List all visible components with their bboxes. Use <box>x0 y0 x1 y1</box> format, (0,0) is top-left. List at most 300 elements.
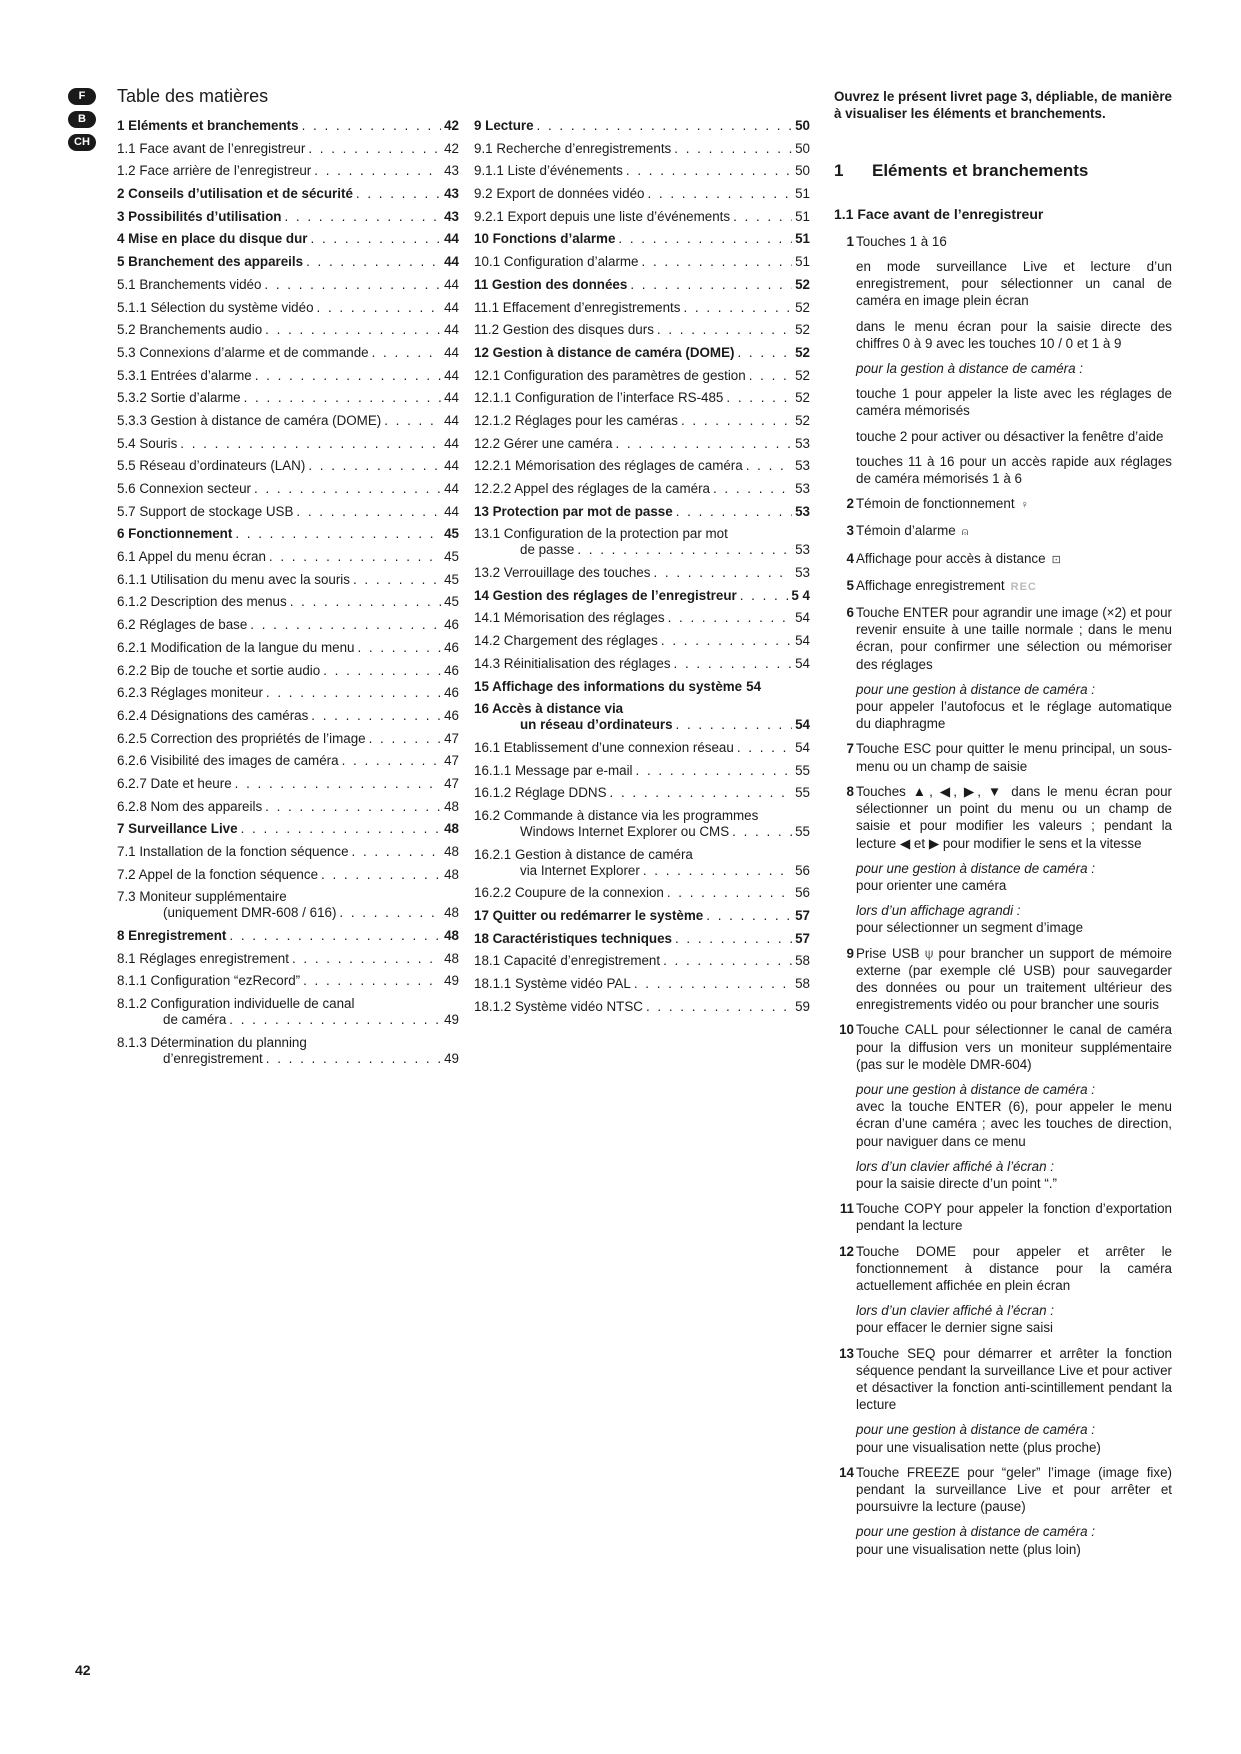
toc-page-number: 44 <box>444 254 459 270</box>
toc-entry <box>474 808 810 840</box>
numbered-item <box>834 604 1172 673</box>
numbered-item <box>834 783 1172 852</box>
toc-leader-dots <box>647 186 792 202</box>
toc-entry-text: 6.2 Réglages de base <box>117 617 248 633</box>
toc-leader-dots <box>683 300 792 316</box>
item-text: Touche ESC pour quitter le menu principal, un sous-menu ou un champ de saisie <box>856 741 1172 774</box>
toc-page-number: 56 <box>795 862 810 878</box>
toc-leader-dots <box>657 322 792 338</box>
toc-entry <box>474 701 810 733</box>
toc-entry-text: 12.2 Gérer une caméra <box>474 435 613 451</box>
item-paragraph: en mode surveillance Live et lecture d’un enregistrement, pour sélectionner un canal de caméra en image plein écran <box>856 259 1172 309</box>
section-title: Eléments et branchements <box>872 161 1089 181</box>
numbered-item <box>834 1021 1172 1073</box>
toc-entry <box>474 390 810 406</box>
toc-entry-text: 5.5 Réseau d’ordinateurs (LAN) <box>117 458 306 474</box>
toc-page-number: 54 <box>795 633 810 649</box>
toc-entry <box>474 953 810 969</box>
toc-leader-dots <box>321 867 441 883</box>
numbered-item <box>834 945 1172 1014</box>
toc-page-number: 52 <box>795 344 810 360</box>
toc-leader-dots <box>663 953 792 969</box>
toc-entry-text: 10 Fonctions d’alarme <box>474 231 616 247</box>
toc-entry <box>474 345 810 361</box>
toc-leader-dots <box>306 254 441 270</box>
toc-page-number: 44 <box>444 412 459 428</box>
toc-page-number: 44 <box>444 367 459 383</box>
toc-entry <box>474 504 810 520</box>
toc-entry-text: 10.1 Configuration d’alarme <box>474 254 639 270</box>
item-text: Touche DOME pour appeler et arrêter le fonctionnement à distance pour la caméra actuellement affichée en plein écran <box>856 1243 1172 1293</box>
toc-entry-text: 8.1.1 Configuration “ezRecord” <box>117 973 301 989</box>
toc-entry-text: 12.2.2 Appel des réglages de la caméra <box>474 481 710 496</box>
toc-entry <box>474 847 810 879</box>
language-badge: CH <box>68 134 96 151</box>
toc-page-number: 44 <box>444 231 459 247</box>
toc-page-number: 46 <box>444 685 459 701</box>
toc-leader-dots <box>681 413 792 429</box>
toc-entry-text: 9.2.1 Export depuis une liste d’événements <box>474 208 731 224</box>
toc-entry <box>117 889 459 921</box>
toc-entry <box>474 163 810 179</box>
toc-page-number: 44 <box>444 458 459 474</box>
toc-entry <box>117 549 459 565</box>
toc-entry <box>474 322 810 338</box>
toc-leader-dots <box>308 141 441 157</box>
toc-page-number: 44 <box>444 481 459 496</box>
numbered-item <box>834 1243 1172 1295</box>
power-led-icon: ♀ <box>1020 499 1029 512</box>
toc-entry-text: 5.3 Connexions d’alarme et de commande <box>117 344 369 360</box>
toc-entry-text: 17 Quitter ou redémarrer le système <box>474 908 704 923</box>
toc-leader-dots <box>229 928 441 944</box>
toc-entry <box>117 322 459 338</box>
toc-entry <box>117 436 459 452</box>
toc-leader-dots <box>577 542 792 558</box>
toc-leader-dots <box>643 863 792 879</box>
toc-entry <box>474 679 810 695</box>
toc-entry <box>474 610 810 626</box>
toc-leader-dots <box>323 663 441 679</box>
item-text: Témoin d’alarme <box>856 523 956 539</box>
toc-entry <box>117 685 459 701</box>
toc-entry <box>117 1035 459 1067</box>
toc-entry-text: 9 Lecture <box>474 118 534 133</box>
toc-page-number: 45 <box>444 526 459 542</box>
toc-page-number: 49 <box>444 1050 459 1066</box>
toc-entry-text: 5 Branchement des appareils <box>117 254 304 270</box>
toc-leader-dots <box>229 1012 441 1028</box>
toc-leader-dots <box>737 740 792 756</box>
toc-page-number: 57 <box>795 908 810 923</box>
toc-entry-text: 12.1.1 Configuration de l’interface RS-485 <box>474 390 724 406</box>
toc-page-number: 48 <box>444 905 459 921</box>
toc-entry <box>474 763 810 779</box>
toc-page-number: 55 <box>795 785 810 801</box>
toc-page-number: 43 <box>444 208 459 224</box>
toc-entry-text: 5.2 Branchements audio <box>117 322 263 338</box>
toc-page-number: 44 <box>444 503 459 519</box>
toc-entry <box>117 753 459 769</box>
toc-page-number: 58 <box>795 953 810 969</box>
item-number: 11 <box>839 1201 854 1217</box>
toc-entry-text: 6.2.5 Correction des propriétés de l’image <box>117 730 366 746</box>
note-text: pour une visualisation nette (plus proche) <box>856 1439 1101 1455</box>
remote-note <box>834 902 1172 936</box>
toc-entry-text: de passe <box>520 542 575 558</box>
toc-entry-text: 2 Conseils d’utilisation et de sécurité <box>117 186 353 202</box>
toc-entry-text: 18.1.2 Système vidéo NTSC <box>474 998 643 1014</box>
toc-leader-dots <box>296 504 441 520</box>
toc-leader-dots <box>674 656 793 672</box>
numbered-item <box>834 1345 1172 1414</box>
toc-leader-dots <box>675 931 792 947</box>
toc-page-number: 52 <box>795 322 810 338</box>
toc-leader-dots <box>264 277 441 293</box>
toc-entry <box>117 504 459 520</box>
toc-entry-text: 16 Accès à distance via <box>474 701 624 717</box>
toc-entry <box>117 663 459 679</box>
toc-page-number: 56 <box>795 885 810 901</box>
toc-entry-text: 18.1 Capacité d’enregistrement <box>474 953 661 969</box>
remote-note <box>834 360 1172 377</box>
toc-leader-dots <box>706 908 792 924</box>
toc-page-number: 44 <box>444 390 459 406</box>
toc-entry <box>474 481 810 497</box>
remote-note <box>834 681 1172 733</box>
note-text: avec la touche ENTER (6), pour appeler le menu écran d’une caméra ; avec les touches de direction, pour naviguer dans ce menu <box>856 1099 1172 1149</box>
toc-entry <box>474 565 810 581</box>
item-text: Touche ENTER pour agrandir une image (×2) et pour revenir ensuite à une taille normale ; dans le menu écran, pour confirmer une sélection ou mémoriser des réglages <box>856 605 1172 672</box>
item-number: 4 <box>846 550 854 566</box>
toc-page-number: 52 <box>795 390 810 406</box>
toc-entry <box>474 141 810 157</box>
toc-page-number: 59 <box>795 998 810 1014</box>
toc-page-number: 46 <box>444 707 459 723</box>
toc-leader-dots <box>630 277 792 293</box>
section-number: 1 <box>834 161 844 181</box>
toc-entry <box>117 708 459 724</box>
toc-entry <box>474 588 810 604</box>
numbered-item <box>834 1464 1172 1516</box>
toc-entry-text: 7.3 Moniteur supplémentaire <box>117 889 287 905</box>
toc-entry <box>474 633 810 649</box>
item-number: 6 <box>846 605 854 621</box>
toc-leader-dots <box>235 776 441 792</box>
item-text: Affichage pour accès à distance <box>856 550 1046 566</box>
toc-entry-text: via Internet Explorer <box>520 862 640 878</box>
toc-page-number: 51 <box>795 231 810 247</box>
toc-entry-text: un réseau d’ordinateurs <box>520 717 673 733</box>
numbered-item <box>834 550 1172 569</box>
item-number: 13 <box>839 1345 854 1361</box>
toc-entry <box>117 867 459 883</box>
toc-leader-dots <box>676 504 792 520</box>
toc-leader-dots <box>713 481 792 497</box>
toc-leader-dots <box>308 458 441 474</box>
toc-leader-dots <box>610 785 793 801</box>
item-paragraph: touche 1 pour appeler la liste avec les réglages de caméra mémorisés <box>856 386 1172 419</box>
toc-page-number: 52 <box>795 276 810 292</box>
toc-entry-text: 1.1 Face avant de l’enregistreur <box>117 140 306 156</box>
toc-leader-dots <box>180 436 441 452</box>
toc-entry-text: 7.2 Appel de la fonction séquence <box>117 866 319 882</box>
toc-page-number: 51 <box>795 254 810 270</box>
toc-entry <box>117 368 459 384</box>
numbered-item <box>834 233 1172 250</box>
toc-entry <box>117 163 459 179</box>
toc-leader-dots <box>317 300 442 316</box>
toc-entry-text: 5.4 Souris <box>117 435 178 451</box>
numbered-item <box>834 495 1172 514</box>
toc-entry-text: 11.1 Effacement d’enregistrements <box>474 299 681 315</box>
toc-entry-text: 6.2.6 Visibilité des images de caméra <box>117 753 339 769</box>
toc-leader-dots <box>353 572 441 588</box>
toc-entry <box>474 908 810 924</box>
remote-access-icon: ⊡ <box>1051 553 1061 566</box>
item-number: 10 <box>839 1022 854 1038</box>
toc-page-number: 53 <box>795 503 810 519</box>
toc-page-number: 48 <box>444 844 459 859</box>
toc-page-number: 48 <box>444 950 459 966</box>
toc-entry <box>474 436 810 452</box>
toc-entry-text: 3 Possibilités d’utilisation <box>117 208 282 224</box>
toc-entry <box>117 572 459 588</box>
toc-leader-dots <box>384 413 441 429</box>
toc-entry <box>117 209 459 225</box>
toc-leader-dots <box>636 763 793 779</box>
toc-column-1 <box>117 118 459 1074</box>
toc-entry-text: 6.2.7 Date et heure <box>117 775 232 791</box>
toc-leader-dots <box>244 390 442 406</box>
numbered-item <box>834 1200 1172 1234</box>
item-number: 14 <box>839 1464 854 1480</box>
toc-entry <box>117 345 459 361</box>
toc-entry-text: 14.1 Mémorisation des réglages <box>474 610 665 626</box>
toc-page-number: 54 <box>795 655 810 671</box>
toc-page-number: 53 <box>795 458 810 474</box>
toc-leader-dots <box>311 231 442 247</box>
toc-leader-dots <box>740 588 789 604</box>
toc-entry <box>474 785 810 801</box>
toc-page-number: 43 <box>444 163 459 179</box>
toc-entry-text: d’enregistrement <box>163 1050 263 1066</box>
toc-entry-text: 5.1 Branchements vidéo <box>117 276 262 292</box>
toc-page-number: 51 <box>795 208 810 224</box>
toc-leader-dots <box>235 526 441 542</box>
item-number: 3 <box>846 523 854 539</box>
toc-entry-text: 14.2 Chargement des réglages <box>474 633 658 649</box>
toc-page-number: 48 <box>444 928 459 944</box>
toc-page-number: 52 <box>795 367 810 383</box>
toc-entry-text: 9.1 Recherche d’enregistrements <box>474 140 672 156</box>
item-text: Touche FREEZE pour “geler” l’image (image fixe) pendant la surveillance Live et pour arrêter et poursuivre la lecture (pause) <box>856 1464 1172 1515</box>
toc-page-number: 53 <box>795 542 810 558</box>
toc-entry <box>117 799 459 815</box>
toc-page-number: 52 <box>795 299 810 315</box>
toc-leader-dots <box>266 685 441 701</box>
toc-leader-dots <box>749 368 792 384</box>
numbered-item <box>834 577 1172 596</box>
note-heading: pour une gestion à distance de caméra : <box>856 681 1095 697</box>
toc-page-number: 53 <box>795 565 810 581</box>
toc-entry <box>474 186 810 202</box>
remote-note <box>834 1081 1172 1150</box>
page-number: 42 <box>75 1662 91 1678</box>
note-text: pour orienter une caméra <box>856 877 1007 893</box>
toc-page-number: 48 <box>444 866 459 882</box>
toc-entry <box>474 118 810 134</box>
toc-leader-dots <box>618 231 792 247</box>
toc-entry-text: 1 Eléments et branchements <box>117 118 299 133</box>
toc-entry <box>117 186 459 202</box>
language-badges <box>68 88 98 157</box>
alarm-bell-icon: ⍝ <box>961 526 969 539</box>
toc-leader-dots <box>634 976 792 992</box>
item-number: 12 <box>839 1243 854 1259</box>
toc-page-number: 54 <box>795 739 810 755</box>
toc-entry-text: 7.1 Installation de la fonction séquence <box>117 844 349 859</box>
note-heading: pour la gestion à distance de caméra : <box>856 361 1084 377</box>
toc-leader-dots <box>615 436 792 452</box>
toc-page-number: 54 <box>795 717 810 733</box>
toc-entry <box>474 277 810 293</box>
toc-page-number: 55 <box>795 762 810 778</box>
toc-entry-text: 12.1.2 Réglages pour les caméras <box>474 412 678 428</box>
toc-page-number: 5 4 <box>791 587 810 603</box>
toc-entry <box>474 209 810 225</box>
note-heading: lors d’un clavier affiché à l’écran : <box>856 1303 1054 1319</box>
toc-page-number: 54 <box>746 678 762 694</box>
toc-entry-text: 6.1.2 Description des menus <box>117 594 287 610</box>
toc-entry <box>474 254 810 270</box>
toc-leader-dots <box>250 617 441 633</box>
toc-page-number: 53 <box>795 435 810 451</box>
language-badge: F <box>68 88 96 105</box>
toc-entry <box>474 656 810 672</box>
toc-page-number: 50 <box>795 118 810 133</box>
toc-leader-dots <box>342 753 442 769</box>
toc-entry-text: 5.6 Connexion secteur <box>117 481 251 496</box>
toc-leader-dots <box>372 345 442 361</box>
toc-leader-dots <box>676 717 793 733</box>
note-heading: pour une gestion à distance de caméra : <box>856 1081 1095 1097</box>
toc-page-number: 46 <box>444 617 459 633</box>
toc-entry <box>117 300 459 316</box>
item-number: 2 <box>846 496 854 512</box>
toc-entry-text: 16.2 Commande à distance via les programmes <box>474 807 759 823</box>
item-paragraph: touches 11 à 16 pour un accès rapide aux réglages de caméra mémorisés 1 à 6 <box>856 453 1172 487</box>
toc-leader-dots <box>269 549 441 565</box>
toc-entry-text: de caméra <box>163 1012 227 1028</box>
toc-entry-text: 9.1.1 Liste d’événements <box>474 163 623 179</box>
toc-entry-text: 8.1 Réglages enregistrement <box>117 950 289 966</box>
toc-entry <box>117 640 459 656</box>
toc-page-number: 45 <box>444 549 459 565</box>
toc-page-number: 54 <box>795 610 810 626</box>
note-text: pour appeler l’autofocus et le réglage automatique du diaphragme <box>856 699 1172 732</box>
toc-entry <box>117 951 459 967</box>
toc-page-number: 49 <box>444 1012 459 1028</box>
toc-entry <box>474 300 810 316</box>
toc-entry <box>474 976 810 992</box>
toc-entry <box>117 254 459 270</box>
toc-entry <box>474 231 810 247</box>
remote-note <box>834 1421 1172 1455</box>
item-number: 1 <box>846 233 854 249</box>
toc-entry <box>474 931 810 947</box>
toc-entry <box>474 458 810 474</box>
toc-leader-dots <box>339 905 441 921</box>
toc-leader-dots <box>314 163 441 179</box>
toc-entry-text: 16.2.1 Gestion à distance de caméra <box>474 846 693 862</box>
note-text: pour la saisie directe d’un point “.” <box>856 1175 1057 1191</box>
toc-entry <box>474 413 810 429</box>
toc-leader-dots <box>265 322 441 338</box>
toc-page-number: 46 <box>444 662 459 678</box>
toc-entry-text: 6.2.8 Nom des appareils <box>117 798 263 814</box>
toc-entry-text: 8.1.2 Configuration individuelle de canal <box>117 996 355 1012</box>
toc-leader-dots <box>284 209 441 225</box>
toc-entry-text: 6.2.3 Réglages moniteur <box>117 685 263 701</box>
toc-entry-text: 11 Gestion des données <box>474 276 628 292</box>
toc-page-number: 51 <box>795 186 810 202</box>
toc-entry-text: 16.1 Etablissement d’une connexion réseau <box>474 739 734 755</box>
toc-leader-dots <box>746 458 792 474</box>
toc-entry-text: 6.1.1 Utilisation du menu avec la souris <box>117 571 350 587</box>
toc-entry <box>117 118 459 134</box>
toc-page-number: 42 <box>444 118 459 133</box>
toc-leader-dots <box>265 799 441 815</box>
toc-entry-text: 18.1.1 Système vidéo PAL <box>474 976 631 992</box>
item-paragraph: dans le menu écran pour la saisie directe des chiffres 0 à 9 avec les touches 10 / 0 et 1 à 9 <box>856 318 1172 351</box>
rec-indicator: REC <box>1010 580 1037 593</box>
subsection-heading: 1.1 Face avant de l’enregistreur <box>834 205 1044 222</box>
toc-leader-dots <box>646 999 792 1015</box>
toc-leader-dots <box>674 141 792 157</box>
toc-entry-text: 13 Protection par mot de passe <box>474 503 673 519</box>
toc-column-2 <box>474 118 810 1021</box>
toc-entry <box>117 231 459 247</box>
toc-page-number: 44 <box>444 322 459 338</box>
toc-page-number: 43 <box>444 186 459 202</box>
note-text: pour une visualisation nette (plus loin) <box>856 1541 1081 1557</box>
toc-entry <box>117 413 459 429</box>
note-heading: pour une gestion à distance de caméra : <box>856 1422 1095 1438</box>
item-paragraph: touche 2 pour activer ou désactiver la fenêtre d’aide <box>856 428 1164 444</box>
toc-entry <box>117 844 459 860</box>
toc-page-number: 44 <box>444 276 459 292</box>
toc-entry <box>117 481 459 497</box>
toc-page-number: 50 <box>795 140 810 156</box>
toc-page-number: 55 <box>795 823 810 839</box>
item-text: Touche COPY pour appeler la fonction d’exportation pendant la lecture <box>856 1201 1172 1234</box>
toc-leader-dots <box>661 633 792 649</box>
toc-entry-text: (uniquement DMR-608 / 616) <box>163 905 337 921</box>
toc-leader-dots <box>732 824 792 840</box>
toc-entry-text: 7 Surveillance Live <box>117 821 238 837</box>
toc-entry-text: 16.1.2 Réglage DDNS <box>474 785 607 801</box>
note-text: pour sélectionner un segment d’image <box>856 920 1084 936</box>
toc-entry-text: 14.3 Réinitialisation des réglages <box>474 655 671 671</box>
toc-entry <box>474 885 810 901</box>
toc-entry-text: 1.2 Face arrière de l’enregistreur <box>117 163 312 179</box>
item-text: Touche CALL pour sélectionner le canal de caméra pour la diffusion vers un moniteur supplémentaire (pas sur le modèle DMR-604) <box>856 1022 1172 1072</box>
numbered-item <box>834 522 1172 541</box>
toc-entry <box>474 368 810 384</box>
intro-text: Ouvrez le présent livret page 3, dépliable, de manière à visualiser les éléments et branchements. <box>834 89 1172 122</box>
toc-leader-dots <box>290 594 441 610</box>
